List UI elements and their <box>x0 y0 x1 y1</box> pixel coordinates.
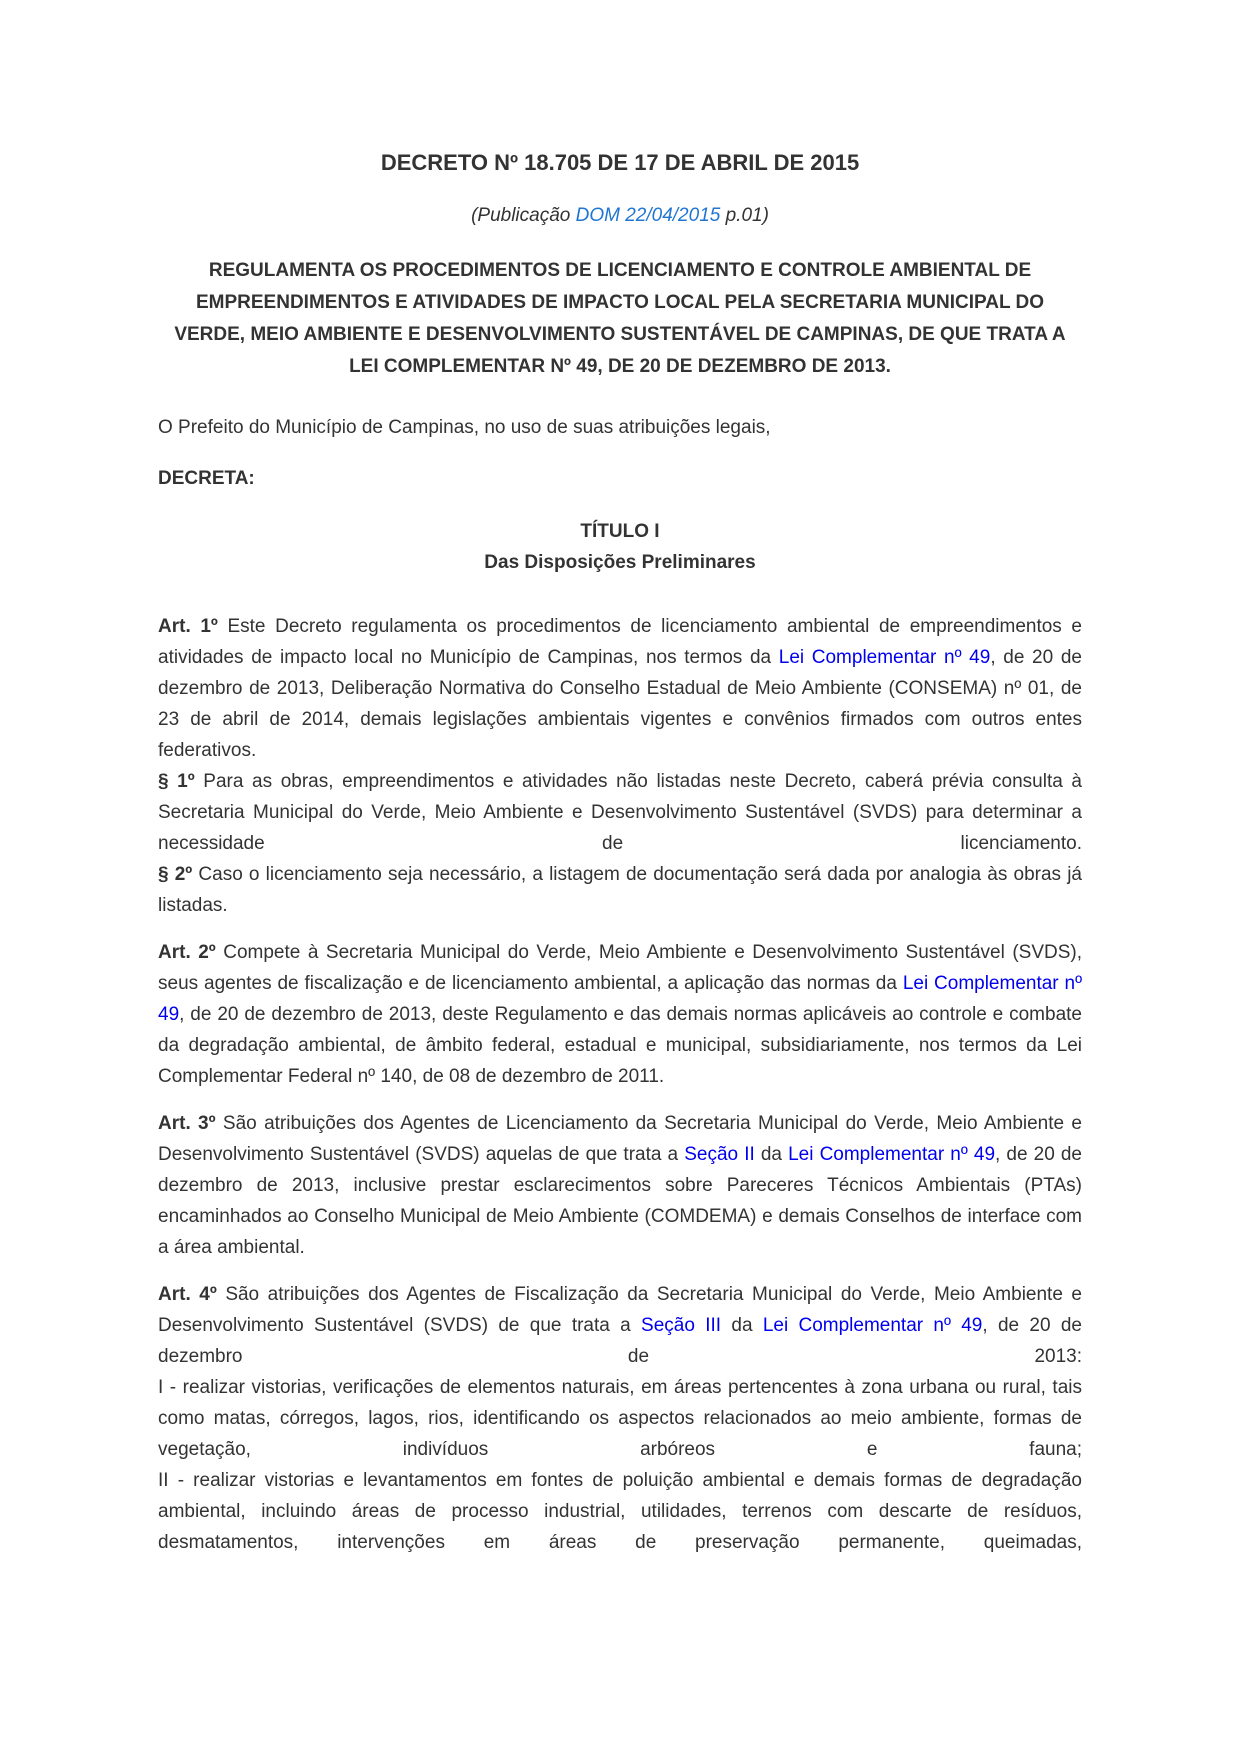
art-2-label: Art. 2º <box>158 942 216 963</box>
text-run: da <box>754 1144 789 1165</box>
text-run: , de 20 de dezembro de 2013, Deliberação Normativa do Conselho Estadual de Meio Ambiente (CONSEMA) nº 01, de 23 de abril de 2014, demais legislações ambientais vigentes e convênios firmados com outros entes federativos. <box>158 647 1082 761</box>
article-1-segment <box>158 766 1082 859</box>
decree-title: DECRETO Nº 18.705 DE 17 DE ABRIL DE 2015 <box>380 150 860 175</box>
art-1-label: Art. 1º <box>158 616 218 637</box>
text-run: da <box>721 1315 763 1336</box>
link-lei-complementar-49-art3[interactable]: Lei Complementar nº 49 <box>788 1144 996 1165</box>
link-lei-complementar-49-art2[interactable]: Lei Complementar nº 49 <box>158 973 1083 1025</box>
text-run: , de 20 de dezembro de 2013: <box>158 1315 1082 1367</box>
paragraph-1-label: § 1º <box>158 771 195 792</box>
title-i-heading: TÍTULO I <box>580 521 660 542</box>
article-1-segment <box>158 611 1082 766</box>
decreta-label: DECRETA: <box>158 468 255 489</box>
text-run: , de 20 de dezembro de 2013, inclusive prestar esclarecimentos sobre Pareceres Técnicos Ambientais (PTAs) encaminhados ao Conselho Municipal de Meio Ambiente (COMDEMA) e demais Conselhos de interface com a área ambiental. <box>158 1144 1083 1258</box>
text-run: Este Decreto regulamenta os procedimentos de licenciamento ambiental de empreendimentos e atividades de impacto local no Município de Campinas, nos termos da <box>158 616 1082 668</box>
decree-summary: REGULAMENTA OS PROCEDIMENTOS DE LICENCIAMENTO E CONTROLE AMBIENTAL DE EMPREENDIMENTOS E ATIVIDADES DE IMPACTO LOCAL PELA SECRETARIA MUNICIPAL DO VERDE, MEIO AMBIENTE E DESENVOLVIMENTO SUSTENTÁVEL DE CAMPINAS, DE QUE TRATA A LEI COMPLEMENTAR Nº 49, DE 20 DE DEZEMBRO DE 2013. <box>174 260 1066 377</box>
publication-line <box>158 204 1082 228</box>
text-run: São atribuições dos Agentes de Licenciamento da Secretaria Municipal do Verde, Meio Ambiente e Desenvolvimento Sustentável (SVDS) aquelas de que trata a <box>158 1113 1082 1165</box>
title-i-block <box>158 516 1082 578</box>
article-3-segment <box>158 1108 1082 1263</box>
text-run: Para as obras, empreendimentos e atividades não listadas neste Decreto, caberá prévia consulta à Secretaria Municipal do Verde, Meio Ambiente e Desenvolvimento Sustentável (SVDS) para determinar a necessidade de licenciamento. <box>158 771 1082 854</box>
text-run: I - realizar vistorias, verificações de elementos naturais, em áreas pertencentes à zona urbana ou rural, tais como matas, córregos, lagos, rios, identificando os aspectos relacionados ao meio ambiente, formas de vegetação, indivíduos arbóreos e fauna; <box>158 1377 1082 1460</box>
publication-suffix: p.01) <box>720 205 769 226</box>
publication-prefix: (Publicação <box>471 205 576 226</box>
text-run: II - realizar vistorias e levantamentos em fontes de poluição ambiental e demais formas de degradação ambiental, incluindo áreas de processo industrial, utilidades, terrenos com descarte de resíduos, desmatamentos, intervenções em áreas de preservação permanente, queimadas, <box>158 1470 1082 1553</box>
publication-date-link[interactable]: DOM 22/04/2015 <box>575 205 721 226</box>
article-4-segment <box>158 1279 1082 1372</box>
preamble: O Prefeito do Município de Campinas, no uso de suas atribuições legais, <box>158 417 771 438</box>
link-secao-iii[interactable]: Seção III <box>641 1315 722 1336</box>
article-1 <box>158 611 1082 921</box>
art-4-label: Art. 4º <box>158 1284 217 1305</box>
text-run: , de 20 de dezembro de 2013, deste Regulamento e das demais normas aplicáveis ao controle e combate da degradação ambiental, de âmbito federal, estadual e municipal, subsidiariamente, nos termos da Lei Complementar Federal nº 140, de 08 de dezembro de 2011. <box>158 1004 1082 1087</box>
title-i-subheading: Das Disposições Preliminares <box>484 552 756 573</box>
link-lei-complementar-49-art1[interactable]: Lei Complementar nº 49 <box>778 647 991 668</box>
articles <box>158 611 1082 1558</box>
article-4 <box>158 1279 1082 1558</box>
article-3 <box>158 1108 1082 1263</box>
text-run: Compete à Secretaria Municipal do Verde, Meio Ambiente e Desenvolvimento Sustentável (SVDS), seus agentes de fiscalização e de licenciamento ambiental, a aplicação das normas da <box>158 942 1082 994</box>
article-2-segment <box>158 937 1082 1092</box>
art-3-label: Art. 3º <box>158 1113 216 1134</box>
article-4-segment <box>158 1465 1082 1558</box>
article-4-segment <box>158 1372 1082 1465</box>
link-secao-ii[interactable]: Seção II <box>684 1144 755 1165</box>
text-run: São atribuições dos Agentes de Fiscalização da Secretaria Municipal do Verde, Meio Ambiente e Desenvolvimento Sustentável (SVDS) de que trata a <box>158 1284 1083 1336</box>
paragraph-2-label: § 2º <box>158 864 193 885</box>
link-lei-complementar-49-art4[interactable]: Lei Complementar nº 49 <box>762 1315 983 1336</box>
text-run: Caso o licenciamento seja necessário, a listagem de documentação será dada por analogia às obras já listadas. <box>158 864 1083 916</box>
article-2 <box>158 937 1082 1092</box>
article-1-segment <box>158 859 1082 921</box>
